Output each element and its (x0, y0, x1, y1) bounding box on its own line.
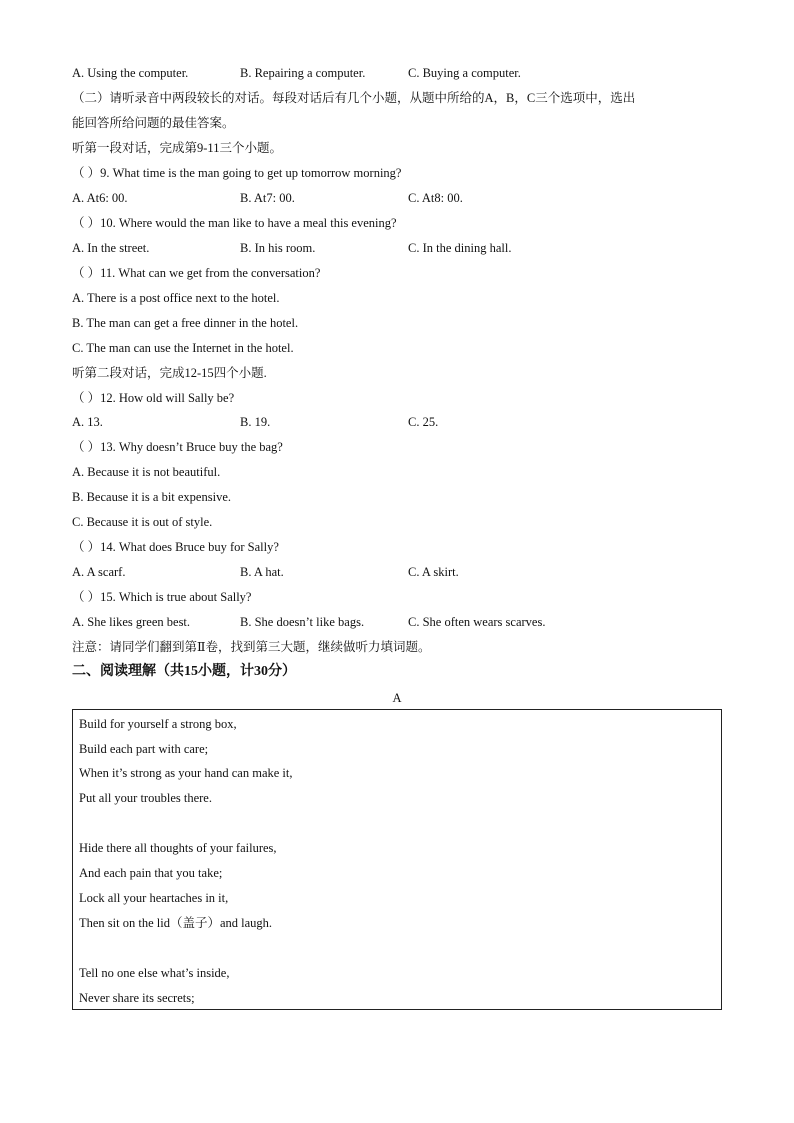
q10-option-b: B. In his room. (240, 241, 316, 255)
q8-option-a: A. Using the computer. (72, 66, 189, 80)
question-11: （ ）11. What can we get from the conversation? (72, 266, 321, 280)
dialog2-instruction: 听第二段对话，完成12-15四个小题. (72, 366, 267, 380)
poem-line: Never share its secrets; (79, 991, 195, 1005)
question-13: （ ）13. Why doesn’t Bruce buy the bag? (72, 440, 283, 454)
poem-box (72, 709, 722, 1010)
q9-option-a: A. At6: 00. (72, 191, 128, 205)
q11-option-a: A. There is a post office next to the hotel. (72, 291, 280, 305)
poem-line: Put all your troubles there. (79, 791, 212, 805)
section2-instruction-line2: 能回答所给问题的最佳答案。 (72, 116, 235, 130)
poem-line: And each pain that you take; (79, 866, 223, 880)
passage-label: A (392, 691, 402, 705)
q8-option-b: B. Repairing a computer. (240, 66, 366, 80)
q12-option-c: C. 25. (408, 415, 439, 429)
q11-option-b: B. The man can get a free dinner in the hotel. (72, 316, 299, 330)
q14-option-c: C. A skirt. (408, 565, 459, 579)
poem-line: Hide there all thoughts of your failures, (79, 841, 277, 855)
q8-option-c: C. Buying a computer. (408, 66, 521, 80)
q15-option-b: B. She doesn’t like bags. (240, 615, 365, 629)
q9-options-row (72, 190, 722, 206)
poem-line: Tell no one else what’s inside, (79, 966, 230, 980)
section2-instruction-line1: （二）请听录音中两段较长的对话。每段对话后有几个小题，从题中所给的A，B，C三个选项中，选出 (72, 91, 636, 105)
question-14: （ ）14. What does Bruce buy for Sally? (72, 540, 279, 554)
q12-option-b: B. 19. (240, 415, 271, 429)
poem-line: Then sit on the lid（盖子）and laugh. (79, 916, 273, 930)
q12-options-row (72, 414, 722, 430)
poem-line: Build for yourself a strong box, (79, 717, 237, 731)
q9-option-b: B. At7: 00. (240, 191, 295, 205)
q13-option-a: A. Because it is not beautiful. (72, 465, 221, 479)
q10-options-row (72, 240, 722, 256)
reading-section-heading: 二、阅读理解（共15小题，计30分） (72, 664, 296, 679)
q14-option-b: B. A hat. (240, 565, 284, 579)
question-10: （ ）10. Where would the man like to have a meal this evening? (72, 216, 397, 230)
q15-option-a: A. She likes green best. (72, 615, 191, 629)
q13-option-c: C. Because it is out of style. (72, 515, 213, 529)
q11-option-c: C. The man can use the Internet in the hotel. (72, 341, 294, 355)
q12-option-a: A. 13. (72, 415, 103, 429)
question-12: （ ）12. How old will Sally be? (72, 391, 235, 405)
q13-option-b: B. Because it is a bit expensive. (72, 490, 231, 504)
poem-line: Build each part with care; (79, 742, 209, 756)
q8-options-row (72, 65, 722, 81)
q15-option-c: C. She often wears scarves. (408, 615, 546, 629)
q10-option-c: C. In the dining hall. (408, 241, 512, 255)
question-9: （ ）9. What time is the man going to get up tomorrow morning? (72, 166, 402, 180)
poem-line: When it’s strong as your hand can make it, (79, 766, 293, 780)
poem-line: Lock all your heartaches in it, (79, 891, 229, 905)
q14-option-a: A. A scarf. (72, 565, 126, 579)
q10-option-a: A. In the street. (72, 241, 150, 255)
listening-note: 注意：请同学们翻到第Ⅱ卷，找到第三大题，继续做听力填词题。 (72, 640, 431, 654)
q15-options-row (72, 614, 722, 630)
q9-option-c: C. At8: 00. (408, 191, 463, 205)
q14-options-row (72, 564, 722, 580)
dialog1-instruction: 听第一段对话，完成第9-11三个小题。 (72, 141, 282, 155)
question-15: （ ）15. Which is true about Sally? (72, 590, 252, 604)
